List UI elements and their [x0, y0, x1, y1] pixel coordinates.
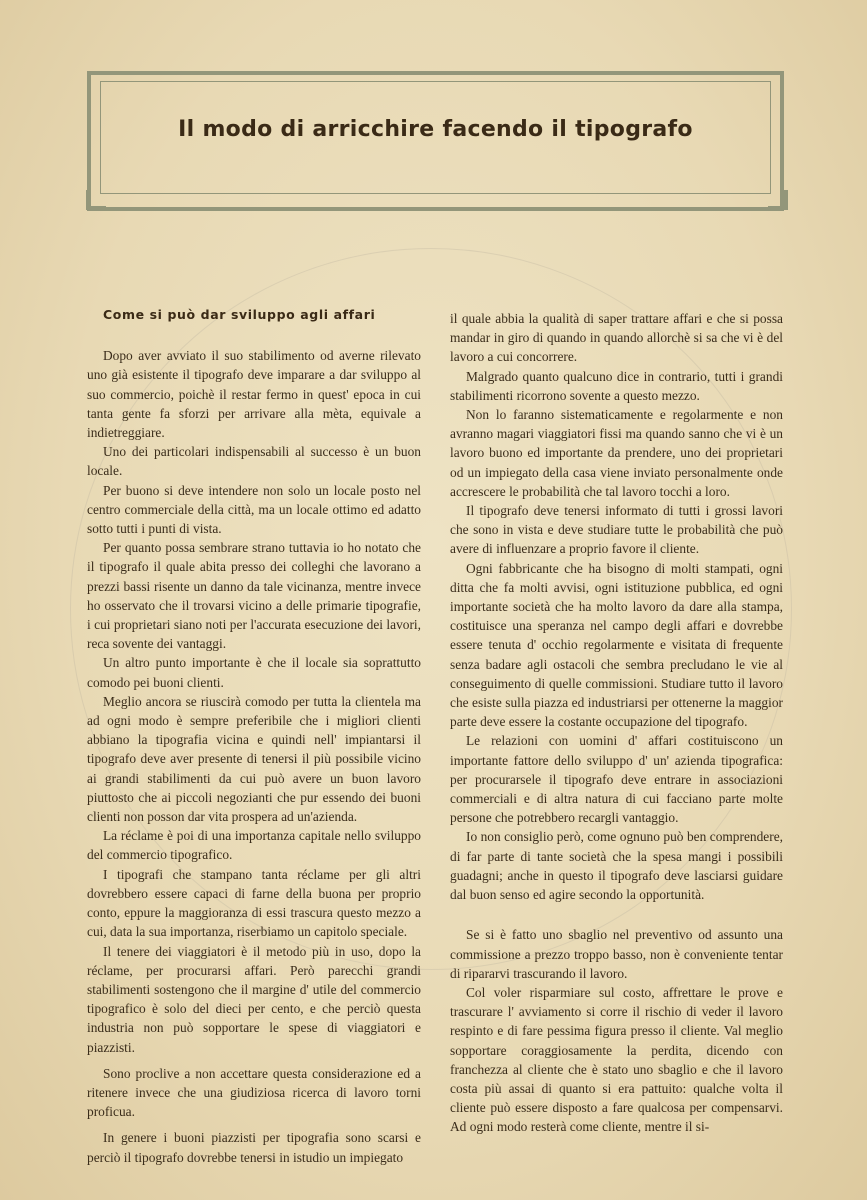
- paragraph: Sono proclive a non accettare questa considerazione ed a ritenere invece che una giudiziosa ricerca di lavoro torni proficua.: [87, 1065, 421, 1120]
- paragraph: Dopo aver avviato il suo stabilimento od averne rilevato uno già esistente il tipografo deve imparare a dar sviluppo al suo commercio, poichè il restar fermo in quest' epoca in cui tanta gente fa sforzi per arrivare alla mèta, equivale a indietreggiare.: [87, 348, 421, 441]
- frame-corner-ornament-left: [86, 190, 106, 210]
- paragraph: Un altro punto importante è che il locale sia soprattutto comodo pei buoni clienti.: [87, 655, 421, 690]
- paragraph: I tipografi che stampano tanta réclame per gli altri dovrebbero essere capaci di farne della buona per proprio conto, eppure la maggioranza di essi trascura questo mezzo a cui, data la sua importanza, riserbiamo un capitolo speciale.: [87, 866, 421, 940]
- page-title: Il modo di arricchire facendo il tipografo: [178, 117, 693, 142]
- paragraph: Per quanto possa sembrare strano tuttavia io ho notato che il tipografo il quale abita presso dei colleghi che lavorano a prezzi bassi risente un danno da tale vicinanza, mentre invece ho osservato che il trovarsi vicino a delle primarie tipografie, i cui proprietari siano noti per l'accurata esecuzione dei lavori, reca sovente dei vantaggi.: [87, 540, 421, 652]
- paragraph: In genere i buoni piazzisti per tipografia sono scarsi e perciò il tipografo dovrebbe tenersi in istudio un impiegato: [87, 1130, 421, 1165]
- paragraph: Meglio ancora se riuscirà comodo per tutta la clientela ma ad ogni modo è sempre preferibile che i migliori clienti abbiano la tipografia vicina e quindi nell' impiantarsi il tipografo deve aver presente di tenersi il più possibile vicino ai grandi stabilimenti da cui può avere un buon lavoro piuttosto che ai piccoli negozianti che pur essendo dei buoni clienti non posson dar vita prospera ad un'azienda.: [87, 693, 421, 825]
- left-column: [87, 305, 421, 1167]
- paragraph: Per buono si deve intendere non solo un locale posto nel centro commerciale della città, ma un locale ottimo ed adatto sotto tutti i punti di vista.: [87, 482, 421, 537]
- paragraph: Il tipografo deve tenersi informato di tutti i grossi lavori che sono in vista e deve studiare tutte le probabilità che può avere di influenzare a proprio favore il cliente.: [450, 503, 783, 557]
- paragraph: Col voler risparmiare sul costo, affrettare le prove e trascurare l' avviamento si corre il rischio di veder il lavoro respinto e di fare pessima figura presso il cliente. Val meglio sopportare coraggiosamente la perdita, dicendo con franchezza al cliente che è stato uno sbaglio e che il lavoro costa più assai di quanto si era pattuito: qualche volta il cliente può essere disposto a fare qualcosa per compensarvi. Ad ogni modo resterà come cliente, mentre il si-: [450, 984, 783, 1135]
- paragraph: Il tenere dei viaggiatori è il metodo più in uso, dopo la réclame, per procurarsi affari. Però parecchi grandi stabilimenti sostengono che il margine d' utile del commercio tipografico è solo del dieci per cento, e che perciò questa industria non può sopportare le spese di viaggiatori e piazzisti.: [87, 943, 421, 1055]
- paragraph: Se si è fatto uno sbaglio nel preventivo od assunto una commissione a prezzo troppo basso, non è conveniente tentar di ripararvi trascurando il lavoro.: [450, 927, 783, 981]
- right-column: [450, 309, 783, 1137]
- paragraph: Non lo faranno sistematicamente e regolarmente e non avranno magari viaggiatori fissi ma quando sanno che vi è un lavoro buono ed importante da prendere, uno dei proprietari od un impiegato della casa viene inviato personalmente onde accrescere le probabilità che tal lavoro tocchi a loro.: [450, 407, 783, 499]
- section-heading: Come si può dar sviluppo agli affari: [103, 307, 376, 322]
- paragraph: Ogni fabbricante che ha bisogno di molti stampati, ogni ditta che fa molti avvisi, ogni istituzione pubblica, ed ogni importante società che ha molto lavoro da dare alla stampa, costituisce una speranza nel campo degli affari e dovrebbe essere tenuta d' occhio regolarmente e visitata di frequente senza badare agli ostacoli che sembra precludano le vie al conseguimento di quelle commissioni. Studiare tutto il lavoro che esiste sulla piazza ed industriarsi per ottenerne la maggior parte deve essere la costante occupazione del tipografo.: [450, 560, 783, 730]
- paragraph: Le relazioni con uomini d' affari costituiscono un importante fattore dello sviluppo d' un' azienda tipografica: per procurarsele il tipografo deve entrare in associazioni commerciali e di altra natura di cui facciano parte molte persone che potrebbero recargli vantaggio.: [450, 733, 783, 826]
- paragraph: Malgrado quanto qualcuno dice in contrario, tutti i grandi stabilimenti ricorrono sovente a questo mezzo.: [450, 368, 783, 403]
- paragraph: il quale abbia la qualità di saper trattare affari e che si possa mandar in giro di quando in quando allorchè si sa che vi è del lavoro a cui concorrere.: [450, 311, 783, 365]
- paragraph: Io non consiglio però, come ognuno può ben comprendere, di far parte di tante società che la spesa mangi i possibili guadagni; anche in questo il tipografo deve lasciarsi guidare dal buon senso ed agire secondo la opportunità.: [450, 829, 783, 903]
- frame-corner-ornament-right: [768, 190, 788, 210]
- paragraph: Uno dei particolari indispensabili al successo è un buon locale.: [87, 444, 421, 479]
- paragraph: La réclame è poi di una importanza capitale nello sviluppo del commercio tipografico.: [87, 828, 421, 863]
